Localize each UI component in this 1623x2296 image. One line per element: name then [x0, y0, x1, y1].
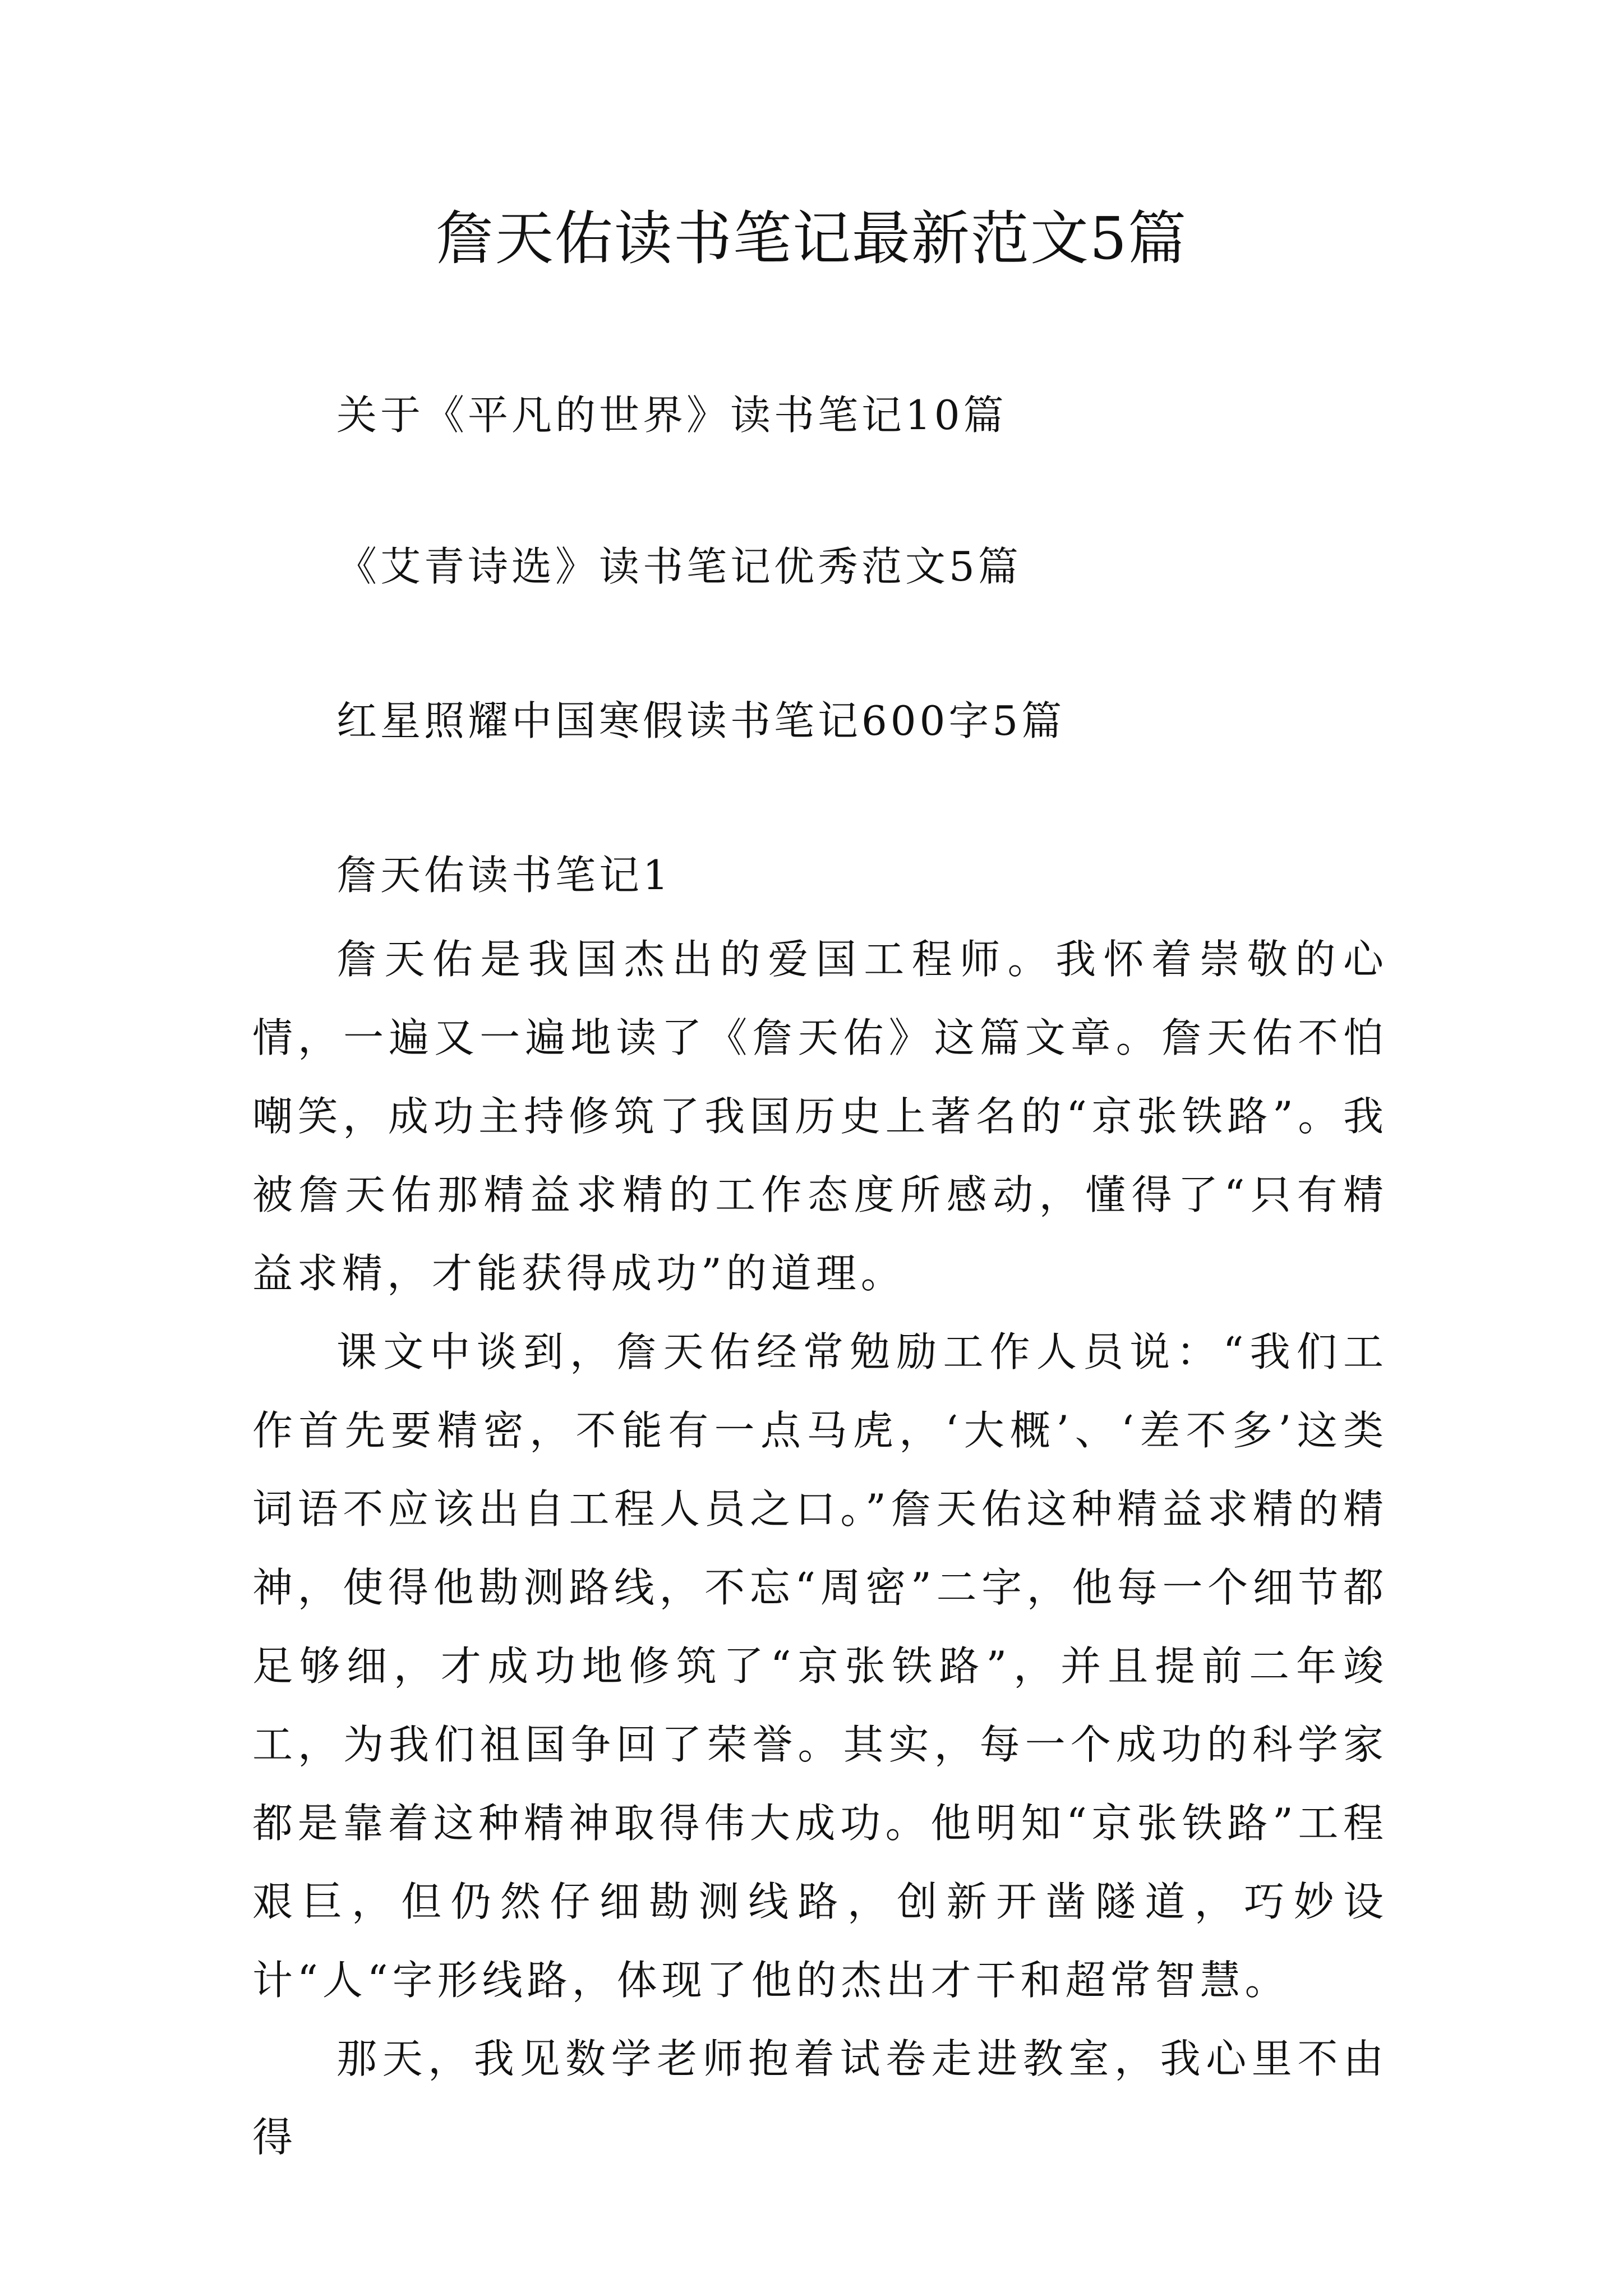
- article-body: [252, 920, 1388, 2177]
- related-article-link-1[interactable]: 关于《平凡的世界》读书笔记10篇: [336, 392, 1007, 439]
- body-paragraph-1: 詹天佑是我国杰出的爱国工程师。我怀着崇敬的心情，一遍又一遍地读了《詹天佑》这篇文章。詹天佑不怕嘲笑，成功主持修筑了我国历史上著名的“京张铁路”。我被詹天佑那精益求精的工作态度所感动，懂得了“只有精益求精，才能获得成功”的道理。: [252, 936, 1388, 1297]
- section-heading: 詹天佑读书笔记1: [336, 852, 672, 899]
- document-title: 詹天佑读书笔记最新范文5篇: [435, 204, 1188, 273]
- body-paragraph-2: 课文中谈到，詹天佑经常勉励工作人员说：“我们工作首先要精密，不能有一点马虎，‘大概’、‘差不多’这类词语不应该出自工程人员之口。”詹天佑这种精益求精的精神，使得他勘测路线，不忘“周密”二字，他每一个细节都足够细，才成功地修筑了“京张铁路”，并且提前二年竣工，为我们祖国争回了荣誉。其实，每一个成功的科学家都是靠着这种精神取得伟大成功。他明知“京张铁路”工程艰巨，但仍然仔细勘测线路，创新开凿隧道，巧妙设计“人“字形线路，体现了他的杰出才干和超常智慧。: [252, 1328, 1388, 2004]
- related-article-link-3[interactable]: 红星照耀中国寒假读书笔记600字5篇: [336, 697, 1066, 744]
- related-article-link-2[interactable]: 《艾青诗选》读书笔记优秀范文5篇: [336, 543, 1022, 590]
- body-paragraph-3: 那天，我见数学老师抱着试卷走进教室，我心里不由得: [252, 2035, 1388, 2161]
